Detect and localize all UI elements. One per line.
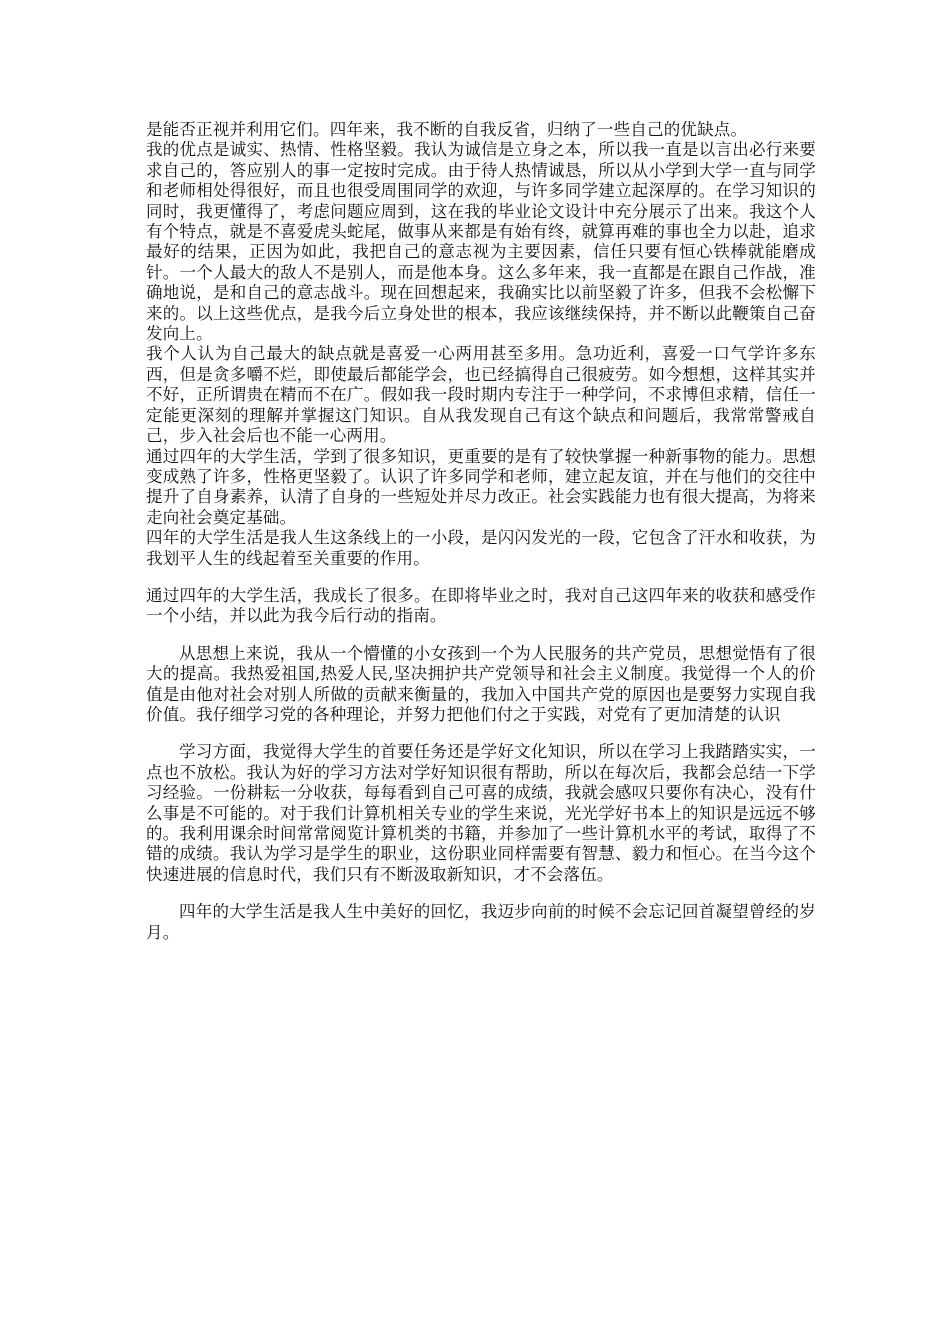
paragraph-spacer [146,627,816,644]
paragraph-growth: 通过四年的大学生活，学到了很多知识，更重要的是有了较快掌握一种新事物的能力。思想变成熟了许多，性格更坚毅了。认识了许多同学和老师，建立起友谊，并在与他们的交往中提升了自身素养，认清了自身的一些短处并尽力改正。社会实践能力也有很大提高，为将来走向社会奠定基础。 [146,446,816,527]
paragraph-spacer [146,725,816,742]
paragraph-study: 学习方面，我觉得大学生的首要任务还是学好文化知识，所以在学习上我踏踏实实，一点也不放松。我认为好的学习方法对学好知识很有帮助，所以在每次后，我都会总结一下学习经验。一份耕耘一分收获，每每看到自己可喜的成绩，我就会感叹只要你有决心，没有什么事是不可能的。对于我们计算机相关专业的学生来说，光光学好书本上的知识是远远不够的。我利用课余时间常常阅览计算机类的书籍，并参加了一些计算机水平的考试，取得了不错的成绩。我认为学习是学生的职业，这份职业同样需要有智慧、毅力和恒心。在当今这个快速进展的信息时代，我们只有不断汲取新知识，才不会落伍。 [146,742,816,884]
paragraph-reflection-intro: 是能否正视并利用它们。四年来，我不断的自我反省，归纳了一些自己的优缺点。 [146,120,748,139]
paragraph-summary-intro: 通过四年的大学生活，我成长了很多。在即将毕业之时，我对自己这四年来的收获和感受作一个小结，并以此为我今后行动的指南。 [146,585,816,626]
paragraph-spacer [146,569,816,586]
paragraph-strengths: 我的优点是诚实、热情、性格坚毅。我认为诚信是立身之本，所以我一直是以言出必行来要求自己的，答应别人的事一定按时完成。由于待人热情诚恳，所以从小学到大学一直与同学和老师相处得很好，而且也很受周围同学的欢迎，与许多同学建立起深厚的。在学习知识的同时，我更懂得了，考虑问题应周到，这在我的毕业论文设计中充分展示了出来。我这个人有个特点，就是不喜爱虎头蛇尾，做事从来都是有始有终，就算再难的事也全力以赴，追求最好的结果，正因为如此，我把自己的意志视为主要因素，信任只要有恒心铁棒就能磨成针。一个人最大的敌人不是别人，而是他本身。这么多年来，我一直都是在跟自己作战，准确地说，是和自己的意志战斗。现在回想起来，我确实比以前坚毅了许多，但我不会松懈下来的。以上这些优点，是我今后立身处世的根本，我应该继续保持，并不断以此鞭策自己奋发向上。 [146,140,816,344]
paragraph-life-segment: 四年的大学生活是我人生这条线上的一小段，是闪闪发光的一段，它包含了汗水和收获，为我划平人生的线起着至关重要的作用。 [146,528,816,568]
paragraph-ideology: 从思想上来说，我从一个懵懂的小女孩到一个为人民服务的共产党员，思想觉悟有了很大的提高。我热爱祖国,热爱人民,坚决拥护共产党领导和社会主义制度。我觉得一个人的价值是由他对社会对别人所做的贡献来衡量的，我加入中国共产党的原因也是要努力实现自我价值。我仔细学习党的各种理论，并努力把他们付之于实践，对党有了更加清楚的认识 [146,643,816,724]
paragraph-conclusion: 四年的大学生活是我人生中美好的回忆，我迈步向前的时候不会忘记回首凝望曾经的岁月。 [146,902,816,942]
paragraph-weaknesses: 我个人认为自己最大的缺点就是喜爱一心两用甚至多用。急功近利，喜爱一口气学许多东西，但是贪多嚼不烂，即使最后都能学会，也已经搞得自己很疲劳。如今想想，这样其实并不好，正所谓贵在精而不在广。假如我一段时期内专注于一种学问，不求博但求精，信任一定能更深刻的理解并掌握这门知识。自从我发现自己有这个缺点和问题后，我常常警戒自己，步入社会后也不能一心两用。 [146,344,816,446]
document-body [146,120,816,943]
paragraph-spacer [146,885,816,902]
